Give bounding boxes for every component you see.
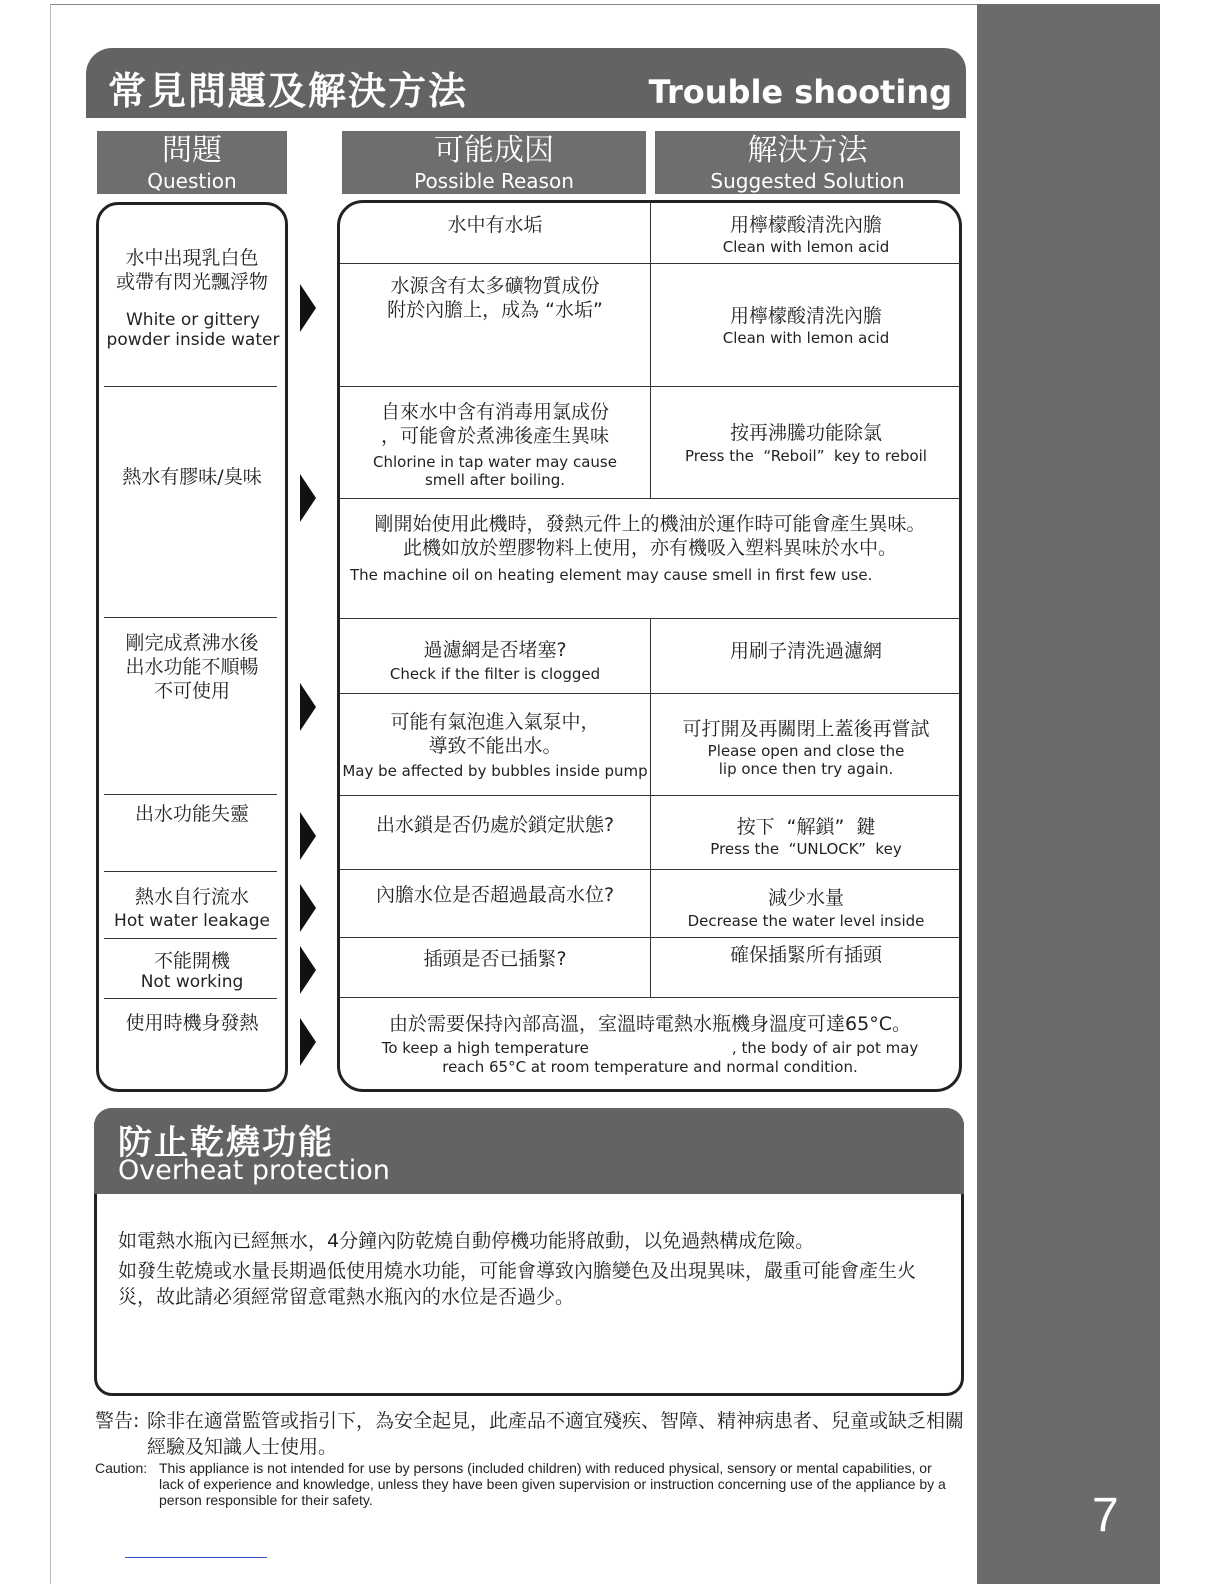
col-divider xyxy=(650,202,651,498)
row-divider xyxy=(340,386,960,387)
arrow-icon xyxy=(300,284,316,332)
row-divider xyxy=(340,937,960,938)
reason-4-en: The machine oil on heating element may cause smell in first few use. xyxy=(350,566,873,584)
row-divider xyxy=(340,869,960,870)
overheat-line-2: 如發生乾燒或水量長期過低使用燒水功能，可能會導致內膽變色及出現異味，嚴重可能會產生火災，故此請必須經常留意電熱水瓶內的水位是否過少。 xyxy=(118,1260,917,1308)
reason-5-en: Check if the filter is clogged xyxy=(389,665,601,683)
arrow-icon xyxy=(300,474,316,522)
reason-1-zh: 水中有水垢 xyxy=(447,214,543,236)
solution-3-en: Press the “Reboil” key to reboil xyxy=(685,447,927,465)
q-divider xyxy=(104,617,277,618)
solution-header-zh: 解決方法 xyxy=(747,133,868,168)
solution-header-en: Suggested Solution xyxy=(710,169,905,193)
solution-9-zh: 確保插緊所有插頭 xyxy=(729,944,882,966)
q-divider xyxy=(104,938,277,939)
q-divider xyxy=(104,386,277,387)
reason-3-en: Chlorine in tap water may cause smell after boiling. xyxy=(373,453,617,489)
question-2-zh: 熱水有膠味/臭味 xyxy=(122,466,262,488)
warning-zh xyxy=(95,1408,965,1460)
question-3-zh: 剛完成煮沸水後 出水功能不順暢 不可使用 xyxy=(125,632,259,702)
question-6-zh: 不能開機 xyxy=(153,950,230,972)
question-1-zh: 水中出現乳白色 或帶有閃光飄浮物 xyxy=(115,247,268,293)
reason-header-en: Possible Reason xyxy=(414,169,574,193)
solution-3-zh: 按再沸騰功能除氯 xyxy=(729,422,882,444)
row-divider xyxy=(340,795,960,796)
question-5-zh: 熱水自行流水 xyxy=(134,886,249,908)
row-divider xyxy=(340,263,960,264)
reason-7-zh: 出水鎖是否仍處於鎖定狀態? xyxy=(375,814,615,836)
reason-header-zh: 可能成因 xyxy=(434,133,554,168)
caution-text: This appliance is not intended for use by persons (included children) with reduced physical, sensory or mental capabilities, or lack of experience and knowledge, unless they have been given supervision or instruction concerning use of the appliance by a person responsible for their safety. xyxy=(159,1460,946,1508)
solution-header xyxy=(655,131,960,194)
reason-10-en: To keep a high temperature , the body of air pot may reach 65°C at room temperature and normal condition. xyxy=(381,1039,919,1076)
arrow-icon xyxy=(300,812,316,860)
row-divider xyxy=(340,498,960,499)
overheat-title-en: Overheat protection xyxy=(118,1155,390,1186)
question-4-zh: 出水功能失靈 xyxy=(134,803,249,825)
solution-6-en: Please open and close the lip once then try again. xyxy=(707,742,905,778)
arrow-icon xyxy=(300,946,316,994)
reason-3-zh: 自來水中含有消毒用氯成份 ，可能會於煮沸後產生異味 xyxy=(380,401,609,447)
row-divider xyxy=(340,693,960,694)
q-divider xyxy=(104,871,277,872)
overheat-title-zh: 防止乾燒功能 xyxy=(118,1123,334,1163)
page-title-en: Trouble shooting xyxy=(648,73,952,111)
solution-2-zh: 用檸檬酸清洗內膽 xyxy=(729,305,882,327)
solution-8-en: Decrease the water level inside xyxy=(687,912,925,930)
solution-6-zh: 可打開及再關閉上蓋後再嘗試 xyxy=(682,718,930,740)
arrow-icon xyxy=(300,884,316,932)
overheat-text xyxy=(118,1228,948,1310)
reason-header xyxy=(342,131,646,194)
reason-10-zh: 由於需要保持內部高溫，室溫時電熱水瓶機身溫度可達65°C。 xyxy=(389,1013,911,1035)
reason-6-en: May be affected by bubbles inside pump xyxy=(342,762,648,780)
solution-7-en: Press the “UNLOCK” key xyxy=(710,840,902,858)
overheat-line-1: 如電熱水瓶內已經無水，4分鐘內防乾燒自動停機功能將啟動，以免過熱構成危險。 xyxy=(118,1230,815,1252)
question-header-zh: 問題 xyxy=(162,133,222,168)
warning-text: 除非在適當監管或指引下，為安全起見，此產品不適宜殘疾、智障、精神病患者、兒童或缺乏相關經驗及知識人士使用。 xyxy=(147,1410,965,1458)
question-1-en: White or gittery powder inside water xyxy=(106,310,280,350)
side-bar xyxy=(977,4,1160,1584)
solution-5-zh: 用刷子清洗過濾網 xyxy=(729,640,882,662)
reason-6-zh: 可能有氣泡進入氣泵中， 導致不能出水。 xyxy=(390,711,600,757)
question-5-en: Hot water leakage xyxy=(114,911,270,931)
caution-en xyxy=(95,1460,955,1508)
question-7-zh: 使用時機身發熱 xyxy=(125,1012,259,1034)
arrow-icon xyxy=(300,683,316,731)
page-title-zh: 常見問題及解決方法 xyxy=(108,69,469,113)
col-divider xyxy=(650,618,651,997)
row-divider xyxy=(340,997,960,998)
caution-label: Caution: xyxy=(95,1460,148,1476)
q-divider xyxy=(104,794,277,795)
solution-7-zh: 按下 “解鎖” 鍵 xyxy=(736,816,876,838)
question-header xyxy=(97,131,287,194)
solution-8-zh: 減少水量 xyxy=(767,887,844,909)
q-divider xyxy=(104,998,277,999)
reason-4-zh: 剛開始使用此機時，發熱元件上的機油於運作時可能會產生異味。 此機如放於塑膠物料上使用，亦有機吸入塑料異味於水中。 xyxy=(374,513,926,559)
question-6-en: Not working xyxy=(140,972,244,992)
warning-label: 警告: xyxy=(95,1410,140,1432)
solution-1-en: Clean with lemon acid xyxy=(722,238,890,256)
link-underline xyxy=(125,1557,267,1558)
row-divider xyxy=(340,618,960,619)
reason-5-zh: 過濾網是否堵塞? xyxy=(423,639,567,661)
reason-2-zh: 水源含有太多礦物質成份 附於內膽上，成為 “水垢” xyxy=(387,275,603,321)
solution-1-zh: 用檸檬酸清洗內膽 xyxy=(729,214,882,236)
reason-8-zh: 內膽水位是否超過最高水位? xyxy=(375,884,615,906)
solution-2-en: Clean with lemon acid xyxy=(722,329,890,347)
reason-9-zh: 插頭是否已插緊? xyxy=(423,948,567,970)
arrow-icon xyxy=(300,1018,316,1066)
question-header-en: Question xyxy=(147,169,237,193)
page-number: 7 xyxy=(1092,1489,1119,1542)
